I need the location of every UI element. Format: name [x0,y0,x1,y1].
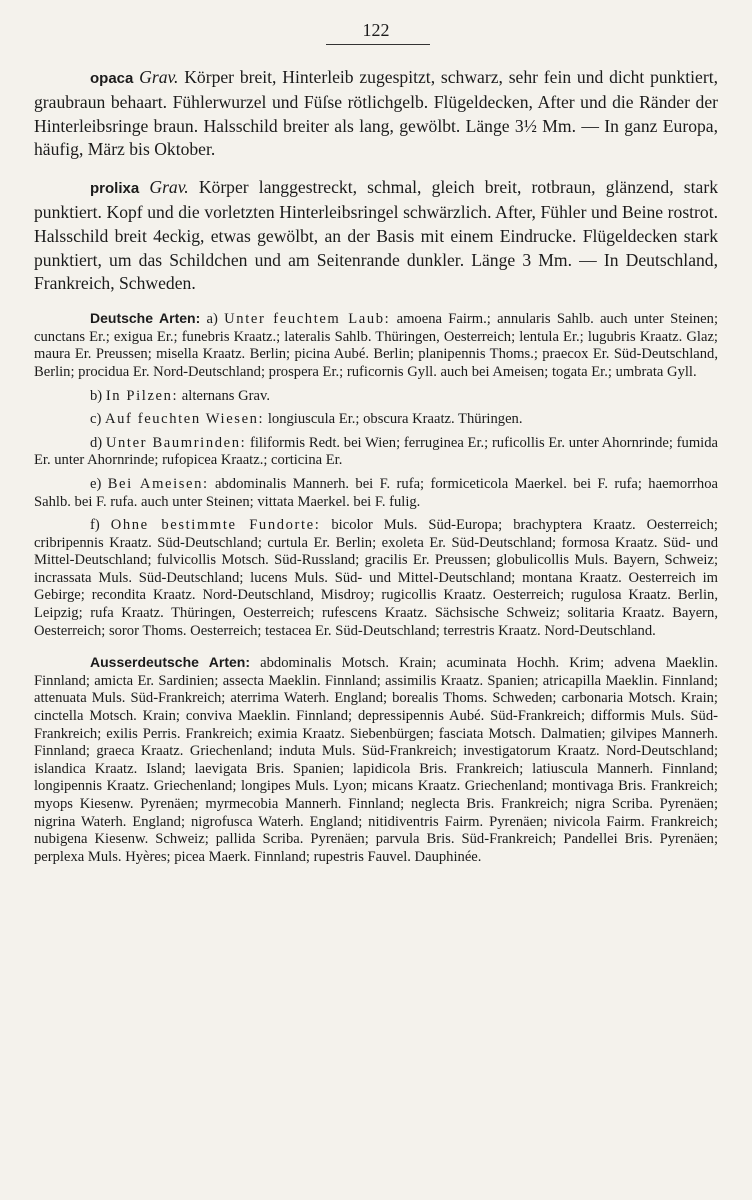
species-list: amoena Fairm.; annularis Sahlb. auch unter Steinen; cunctans Er.; exigua Er.; funebris Kraatz.; lateralis Sahlb. Thüringen, Oesterreich; lentula Er.; lugubris Kraatz. Glaz; maura Er. Preussen; misella Kraatz. Berlin; picina Aubé. Berlin; planipennis Thoms.; praecox Er. Süd-Deutschland, Berlin; procidua Er. Nord-Deutschland; prospera Er.; ruficornis Gyll. auch bei Ameisen; togata Er.; umbrata Gyll. [34,311,718,380]
subsection-label: b) [90,387,106,404]
subsection-label: e) [90,475,108,492]
species-list: abdominalis Mannerh. bei F. rufa; formiceticola Maerkel. bei F. rufa; haemorrhoa Sahlb. bei F. rufa. auch unter Steinen; vittata Maerkel. bei F. fulig. [34,475,718,510]
habitat-label: Ohne bestimmte Fundorte: [110,517,321,534]
subsection-label: d) [90,434,106,451]
deutsche-arten-e [34,476,718,511]
species-name: opaca [90,70,134,87]
species-entry-prolixa [34,176,718,296]
deutsche-arten-c [34,411,718,429]
species-list: bicolor Muls. Süd-Europa; brachyptera Kraatz. Oesterreich; cribripennis Kraatz. Süd-Deutschland; curtula Er. Berlin; exoleta Er. Süd-Deutschland; formosa Kraatz. Süd- und Mittel-Deutschland; fulvicollis Motsch. Süd-Russland; gracilis Er. Preussen; globulicollis Muls. Bayern, Schweiz; incrassata Muls. Süd-Deutschland; lucens Muls. Süd- und Mittel-Deutschland; montana Kraatz. Oesterreich im Gebirge; recondita Kraatz. Nord-Deutschland, Misdroy; rugicollis Kraatz. Oesterreich; rugulosa Kraatz. Berlin, Leipzig; rufa Kraatz. Thüringen, Oesterreich; rufescens Kraatz. Sächsische Schweiz; solitaria Kraatz. Bayern, Oesterreich; soror Thoms. Oesterreich; testacea Er. Süd-Deutschland; terrestris Kraatz. Nord-Deutschland. [34,517,718,639]
species-entry-opaca [34,66,718,162]
species-author: Grav. [139,67,179,87]
species-list: filiformis Redt. bei Wien; ferruginea Er.; ruficollis Er. unter Ahornrinde; fumida Er. unter Ahornrinde; rufopicea Kraatz.; corticina Er. [34,434,718,469]
species-list: longiuscula Er.; obscura Kraatz. Thüringen. [264,411,523,428]
habitat-label: Bei Ameisen: [107,475,209,492]
page-content [34,66,718,866]
species-description: Körper breit, Hinterleib zugespitzt, schwarz, sehr fein und dicht punktiert, graubraun behaart. Fühlerwurzel und Füſse rötlichgelb. Flügeldecken, After und die Ränder der Hinterleibsringe braun. Halsschild breiter als lang, gewölbt. Länge 3½ Mm. — In ganz Europa, häufig, März bis Oktober. [34,67,718,160]
species-name: prolixa [90,180,140,198]
section-heading-deutsche: Deutsche Arten: [90,310,201,327]
species-list: abdominalis Motsch. Krain; acuminata Hochh. Krim; advena Maeklin. Finnland; amicta Er. Sardinien; assecta Maeklin. Finnland; assimilis Kraatz. Spanien; atricapilla Maeklin. Finnland; attenuata Muls. Süd-Frankreich; aterrima Waterh. England; borealis Thoms. Schweden; carbonaria Motsch. Krain; cinctella Motsch. Krain; conviva Maeklin. Finnland; depressipennis Aubé. Süd-Frankreich; difformis Muls. Süd-Frankreich; exilis Perris. Frankreich; eximia Kraatz. Siebenbürgen; fasciata Motsch. Dalmatien; gilvipes Mannerh. Finnland; graeca Kraatz. Griechenland; induta Muls. Süd-Frankreich; investigatorum Kraatz. Nord-Deutschland; islandica Kraatz. Island; laevigata Bris. Spanien; lapidicola Bris. Frankreich; latiuscula Mannerh. Finnland; longipennis Kraatz. Griechenland; longipes Muls. Lyon; micans Kraatz. Griechenland; montivaga Bris. Frankreich; myops Kiesenw. Pyrenäen; myrmecobia Mannerh. Finnland; neglecta Bris. Frankreich; nigra Scriba. Pyrenäen; nigrina Waterh. England; nigrofusca Waterh. England; nitidiventris Fairm. Pyrenäen; nivicola Fairm. Frankreich; nubigena Kiesenw. Schweiz; pallida Scriba. Pyrenäen; parvula Bris. Süd-Frankreich; Pandellei Bris. Pyrenäen; perplexa Muls. Hyères; picea Maerk. Finnland; rupestris Fauvel. Dauphinée. [34,655,718,865]
habitat-label: Unter Baumrinden: [105,434,247,451]
habitat-label: Auf feuchten Wiesen: [105,411,265,428]
page-number: 122 [362,20,390,40]
ausserdeutsche-arten [34,654,718,866]
deutsche-arten-f [34,517,718,640]
species-description: Körper langgestreckt, schmal, gleich breit, rotbraun, glänzend, stark punktiert. Kopf und die vorletzten Hinterleibsringel schwärzlich. After, Fühler und Beine rostrot. Halsschild breit 4eckig, etwas gewölbt, an der Basis mit einem Eindrucke. Flügeldecken stark punktiert, um das Schildchen und am Seitenrande dunkler. Länge 3 Mm. — In Deutschland, Frankreich, Schweden. [34,177,719,294]
deutsche-arten-a [34,310,718,381]
subsection-label: f) [90,517,111,534]
deutsche-arten-b [34,388,718,406]
header-rule [326,44,430,45]
deutsche-arten-d [34,435,718,470]
habitat-label: Unter feuchtem Laub: [224,311,391,328]
subsection-label: c) [90,411,105,428]
subsection-label: a) [200,311,225,328]
species-author: Grav. [149,177,189,198]
species-list: alternans Grav. [178,387,271,404]
section-heading-ausserdeutsche: Ausserdeutsche Arten: [90,654,250,671]
habitat-label: In Pilzen: [105,387,179,404]
